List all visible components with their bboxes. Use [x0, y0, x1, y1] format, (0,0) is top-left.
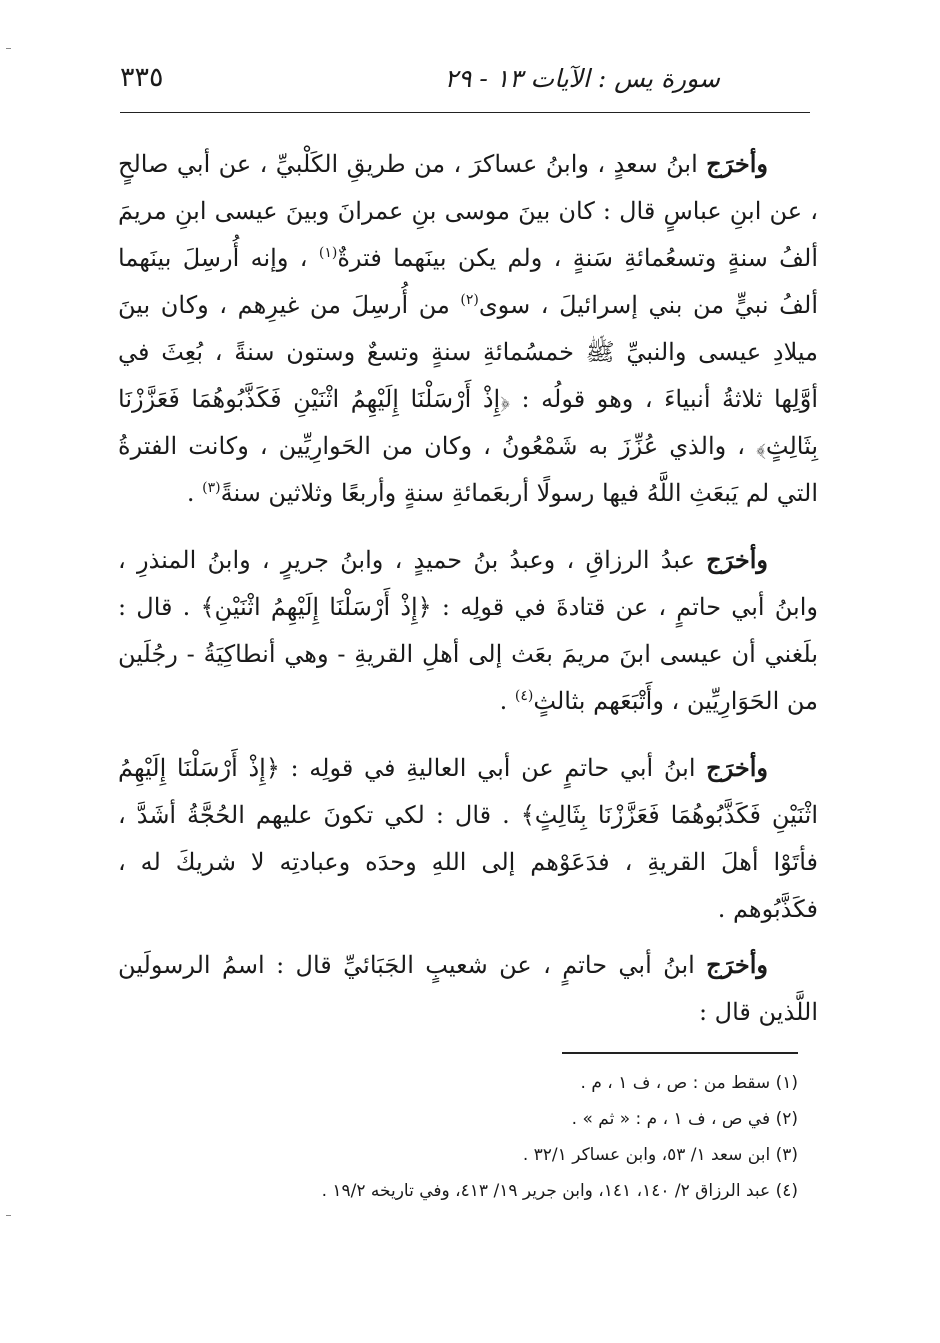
footnote-ref-3[interactable]: (٣) [202, 480, 221, 496]
paragraph-1 [118, 140, 818, 517]
paragraph-text: ابنُ أبي حاتمٍ عن أبي العاليةِ في قولِه : ﴿إِذْ أَرْسَلْنَا إِلَيْهِمُ اثْنَيْنِ فَكَذَّبُوهُمَا فَعَزَّزْنَا بِثَالِثٍ﴾ . قال : لكي تكونَ عليهم الحُجَّةُ أشَدَّ ، فأتَوْا أهلَ القريةِ ، فدَعَوْهم إلى اللهِ وحدَه وعبادتِه لا شريكَ له ، فكَذَّبُوهم . [118, 754, 818, 923]
main-text [118, 140, 818, 1055]
paragraph-lead: وأخرَج [706, 149, 768, 178]
footnote-ref-1[interactable]: (١) [318, 245, 338, 261]
footnote-ref-4[interactable]: (٤) [514, 688, 534, 704]
paragraph-2 [118, 536, 818, 725]
footnotes [178, 1068, 798, 1212]
paragraph-text: ، وإنه أُرسِلَ بينَهما ألفُ نبيٍّ من بني إسرائيلَ ، سوى [118, 244, 819, 319]
margin-mark-bottom [6, 1215, 11, 1216]
paragraph-lead: وأخرَج [706, 950, 768, 979]
footnote-4: (٤) عبد الرزاق ٢/ ١٤٠، ١٤١، وابن جرير ١٩/ ٤١٣، وفي تاريخه ١٩/٢ . [321, 1181, 798, 1201]
paragraph-4 [118, 941, 818, 1036]
paragraph-lead: وأخرَج [706, 545, 768, 574]
paragraph-text: من أُرسِلَ من غيرِهم ، وكان بينَ ميلادِ عيسى والنبيِّ ﷺ خمسُمائةِ سنةٍ وتسعٌ وستون سنةً ، بُعِثَ في أوَّلِها ثلاثةُ أنبياءَ ، وهو قولُه : ﴿إِذْ أَرْسَلْنَا إِلَيْهِمُ اثْنَيْنِ فَكَذَّبُوهُمَا فَعَزَّزْنَا بِثَالِثٍ﴾ ، والذي عُزِّزَ به شَمْعُونُ ، وكان من الحَوارِيِّين ، وكانت الفترةُ التي لم يَبعَثِ اللَّهُ فيها رسولًا أربعَمائةِ سنةٍ وأربعًا وثلاثين سنةً [118, 291, 818, 507]
footnote-separator [562, 1052, 798, 1054]
paragraph-text: ابنُ سعدٍ ، وابنُ عساكرَ ، من طريقِ الكَلْبيِّ ، عن أبي صالحٍ ، عن ابنِ عباسٍ قال : كان بينَ موسى بنِ عمرانَ وبينَ عيسى ابنِ مريمَ ألفُ سنةٍ وتسعُمائةِ سَنةٍ ، ولم يكن بينَهما فترةٌ [118, 150, 818, 272]
footnote-3: (٣) ابن سعد ١/ ٥٣، وابن عساكر ٣٢/١ . [522, 1145, 798, 1165]
footnote-2: (٢) في ص ، ف ١ ، م : « ثم » . [571, 1109, 798, 1129]
page-header [120, 56, 810, 106]
footnote-1: (١) سقط من : ص ، ف ١ ، م . [580, 1073, 798, 1093]
paragraph-text: عبدُ الرزاقِ ، وعبدُ بنُ حميدٍ ، وابنُ جريرٍ ، وابنُ المنذرِ ، وابنُ أبي حاتمٍ ، عن قتادةَ في قولِه : ﴿إِذْ أَرْسَلْنَا إِلَيْهِمُ اثْنَيْنِ﴾ . قال : بلَغني أن عيسى ابنَ مريمَ بعَث إلى أهلِ القريةِ - وهي أنطاكِيَةُ - رجُلَين من الحَوَارِيِّين ، وأَتْبَعَهم بثالثٍ [118, 546, 818, 715]
paragraph-text: ابنُ أبي حاتمٍ ، عن شعيبٍ الجَبَائيِّ قال : اسمُ الرسولَين اللَّذين قال : [118, 951, 818, 1026]
paragraph-3 [118, 744, 818, 933]
margin-mark-top [6, 48, 11, 49]
paragraph-lead: وأخرَج [706, 753, 768, 782]
footnote-ref-2[interactable]: (٢) [460, 292, 479, 308]
page-number: ٣٣٥ [120, 62, 164, 93]
paragraph-text: . [499, 687, 515, 715]
header-rule [120, 112, 810, 113]
paragraph-text: . [186, 479, 203, 507]
running-title: سورة يس : الآيات ١٣ - ٢٩ [444, 64, 720, 93]
